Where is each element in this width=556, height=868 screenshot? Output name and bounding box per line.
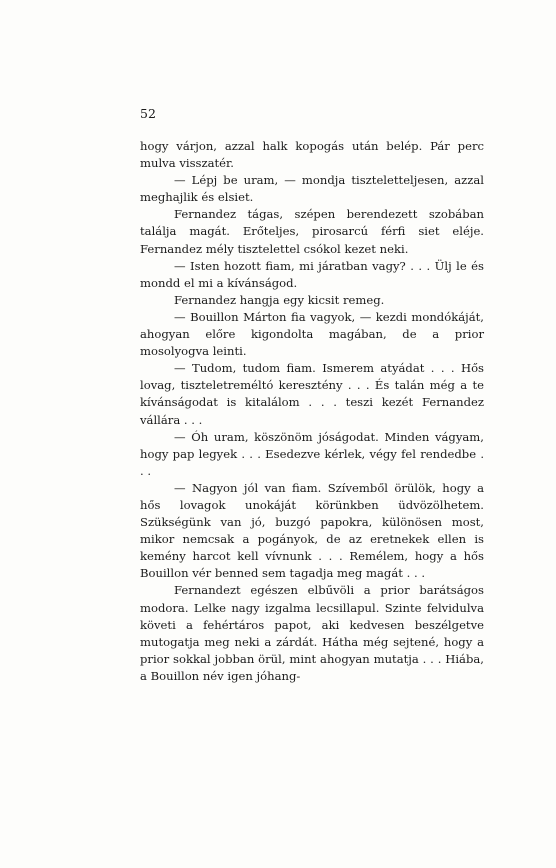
paragraph: — Tudom, tudom fiam. Ismerem atyádat . . . Hős lovag, tiszteletreméltó keresztény . . . És talán még a te kívánságodat is kitalálom . . . teszi kezét Fernandez vállára . . .	[140, 361, 484, 427]
paragraph: — Bouillon Márton fia vagyok, — kezdi mondókáját, ahogyan előre kigondolta magában, de a prior mosolyogva leinti.	[140, 309, 484, 359]
paragraph: Fernandezt egészen elbűvöli a prior barátságos modora. Lelke nagy izgalma lecsillapul. Szinte felvidulva követi a fehértáros papot, aki kedvesen beszélgetve mutogatja meg neki a zárdát. Hátha még sejtené, hogy a prior sokkal jobban örül, mint ahogyan mutatja . . . Hiába, a Bouillon név igen jóhang-	[140, 583, 484, 683]
paragraph: Fernandez hangja egy kicsit remeg.	[174, 292, 385, 307]
paragraph: Fernandez tágas, szépen berendezett szobában találja magát. Erőteljes, pirosarcú férfi siet eléje. Fernandez mély tisztelettel csókol kezet neki.	[140, 207, 484, 256]
paragraph: — Lépj be uram, — mondja tiszteletteljesen, azzal meghajlik és elsiet.	[140, 173, 484, 205]
page-number: 52	[140, 106, 156, 121]
paragraph: hogy várjon, azzal halk kopogás után belép. Pár perc mulva visszatér.	[140, 139, 484, 171]
paragraph: — Nagyon jól van fiam. Szívemből örülök, hogy a hős lovagok unokáját körünkben üdvözölhetem. Szükségünk van jó, buzgó papokra, különösen most, mikor nemcsak a pogányok, de az eretnekek ellen is kemény harcot kell vívnunk . . . Remélem, hogy a hős Bouillon vér benned sem tagadja meg magát . . .	[140, 480, 484, 581]
body-text	[140, 138, 484, 685]
paragraph: — Isten hozott fiam, mi járatban vagy? . . . Ülj le és mondd el mi a kívánságod.	[140, 258, 484, 290]
paragraph: — Óh uram, köszönöm jóságodat. Minden vágyam, hogy pap legyek . . . Esedezve kérlek, végy fel rendedbe . . .	[140, 429, 484, 478]
